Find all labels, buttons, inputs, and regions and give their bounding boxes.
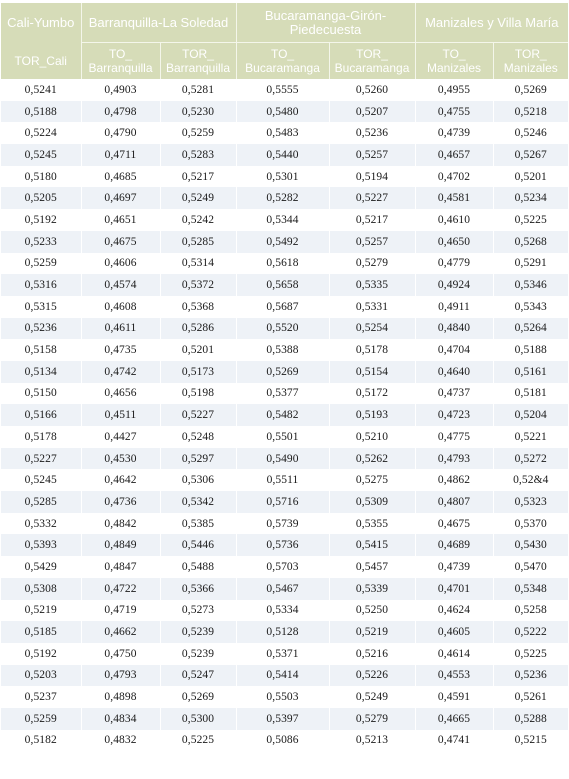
table-cell: 0,5309 xyxy=(329,491,415,513)
table-cell: 0,5086 xyxy=(236,730,329,752)
table-row xyxy=(1,491,568,513)
table-cell: 0,5511 xyxy=(236,469,329,491)
table-cell: 0,5368 xyxy=(160,296,236,318)
table-cell: 0,4697 xyxy=(81,187,160,209)
table-cell: 0,5254 xyxy=(329,318,415,340)
table-cell: 0,5242 xyxy=(160,209,236,231)
table-cell: 0,5429 xyxy=(1,556,81,578)
table-row xyxy=(1,556,568,578)
group-header-bucaramanga: Bucaramanga-Girón-Piedecuesta xyxy=(236,3,415,43)
table-row xyxy=(1,253,568,275)
table-cell: 0,5239 xyxy=(160,621,236,643)
table-cell: 0,4702 xyxy=(415,166,493,188)
table-cell: 0,5393 xyxy=(1,534,81,556)
table-row xyxy=(1,643,568,665)
table-cell: 0,4605 xyxy=(415,621,493,643)
table-cell: 0,5316 xyxy=(1,274,81,296)
table-cell: 0,4553 xyxy=(415,665,493,687)
table-cell: 0,4606 xyxy=(81,253,160,275)
table-cell: 0,5482 xyxy=(236,404,329,426)
table-cell: 0,5446 xyxy=(160,534,236,556)
table-cell: 0,4614 xyxy=(415,643,493,665)
table-header xyxy=(1,3,568,79)
table-cell: 0,5236 xyxy=(329,122,415,144)
table-cell: 0,4798 xyxy=(81,101,160,123)
table-cell: 0,5257 xyxy=(329,231,415,253)
table-cell: 0,5257 xyxy=(329,144,415,166)
table-cell: 0,5300 xyxy=(160,708,236,730)
column-header-tor-barranquilla: TOR_ Barranquilla xyxy=(160,43,236,80)
table-cell: 0,4779 xyxy=(415,253,493,275)
table-cell: 0,5217 xyxy=(329,209,415,231)
table-cell: 0,4608 xyxy=(81,296,160,318)
data-table-container xyxy=(1,3,568,751)
table-cell: 0,5248 xyxy=(160,426,236,448)
column-header-tor-bucaramanga: TOR_ Bucaramanga xyxy=(329,43,415,80)
table-cell: 0,5480 xyxy=(236,101,329,123)
table-cell: 0,5225 xyxy=(493,209,568,231)
table-cell: 0,4736 xyxy=(81,491,160,513)
table-cell: 0,5470 xyxy=(493,556,568,578)
table-cell: 0,4640 xyxy=(415,361,493,383)
table-cell: 0,5249 xyxy=(329,686,415,708)
table-cell: 0,5267 xyxy=(493,144,568,166)
table-cell: 0,5154 xyxy=(329,361,415,383)
table-cell: 0,5226 xyxy=(329,665,415,687)
table-cell: 0,4665 xyxy=(415,708,493,730)
table-cell: 0,5250 xyxy=(329,600,415,622)
table-cell: 0,5344 xyxy=(236,209,329,231)
table-cell: 0,4657 xyxy=(415,144,493,166)
table-cell: 0,5348 xyxy=(493,578,568,600)
table-cell: 0,4711 xyxy=(81,144,160,166)
table-cell: 0,4793 xyxy=(415,448,493,470)
table-cell: 0,5342 xyxy=(160,491,236,513)
table-row xyxy=(1,318,568,340)
table-cell: 0,5204 xyxy=(493,404,568,426)
table-cell: 0,4755 xyxy=(415,101,493,123)
table-body xyxy=(1,79,568,751)
table-cell: 0,4662 xyxy=(81,621,160,643)
table-cell: 0,5291 xyxy=(493,253,568,275)
table-cell: 0,5343 xyxy=(493,296,568,318)
group-header-row xyxy=(1,3,568,43)
table-cell: 0,4903 xyxy=(81,79,160,101)
table-row xyxy=(1,296,568,318)
table-cell: 0,5555 xyxy=(236,79,329,101)
table-cell: 0,4511 xyxy=(81,404,160,426)
table-cell: 0,5467 xyxy=(236,578,329,600)
table-cell: 0,5520 xyxy=(236,318,329,340)
table-cell: 0,5236 xyxy=(493,665,568,687)
table-cell: 0,4611 xyxy=(81,318,160,340)
table-row xyxy=(1,339,568,361)
table-cell: 0,5332 xyxy=(1,513,81,535)
table-row xyxy=(1,361,568,383)
table-cell: 0,5172 xyxy=(329,383,415,405)
table-cell: 0,5490 xyxy=(236,448,329,470)
table-cell: 0,5397 xyxy=(236,708,329,730)
table-row xyxy=(1,513,568,535)
table-row xyxy=(1,686,568,708)
table-cell: 0,5239 xyxy=(160,643,236,665)
table-cell: 0,5241 xyxy=(1,79,81,101)
table-cell: 0,5377 xyxy=(236,383,329,405)
table-cell: 0,5158 xyxy=(1,339,81,361)
column-header-tor-cali: TOR_Cali xyxy=(1,43,81,80)
table-row xyxy=(1,231,568,253)
column-header-row xyxy=(1,43,568,80)
table-cell: 0,5249 xyxy=(160,187,236,209)
table-cell: 0,5224 xyxy=(1,122,81,144)
table-cell: 0,5297 xyxy=(160,448,236,470)
table-cell: 0,5245 xyxy=(1,144,81,166)
table-cell: 0,5178 xyxy=(329,339,415,361)
table-cell: 0,4807 xyxy=(415,491,493,513)
table-cell: 0,5207 xyxy=(329,101,415,123)
table-cell: 0,5385 xyxy=(160,513,236,535)
table-cell: 0,5281 xyxy=(160,79,236,101)
table-row xyxy=(1,122,568,144)
table-row xyxy=(1,469,568,491)
table-cell: 0,5188 xyxy=(1,101,81,123)
table-cell: 0,4793 xyxy=(81,665,160,687)
table-row xyxy=(1,187,568,209)
table-cell: 0,5282 xyxy=(236,187,329,209)
table-cell: 0,5215 xyxy=(493,730,568,752)
table-cell: 0,4849 xyxy=(81,534,160,556)
table-cell: 0,5173 xyxy=(160,361,236,383)
table-cell: 0,5264 xyxy=(493,318,568,340)
table-cell: 0,5217 xyxy=(160,166,236,188)
table-cell: 0,4898 xyxy=(81,686,160,708)
table-cell: 0,4723 xyxy=(415,404,493,426)
table-cell: 0,5213 xyxy=(329,730,415,752)
table-cell: 0,5166 xyxy=(1,404,81,426)
table-cell: 0,5203 xyxy=(1,665,81,687)
table-cell: 0,4911 xyxy=(415,296,493,318)
table-cell: 0,4834 xyxy=(81,708,160,730)
table-cell: 0,5308 xyxy=(1,578,81,600)
table-cell: 0,5301 xyxy=(236,166,329,188)
index-table xyxy=(1,3,568,751)
table-cell: 0,5259 xyxy=(1,708,81,730)
table-cell: 0,5272 xyxy=(493,448,568,470)
table-row xyxy=(1,274,568,296)
table-cell: 0,5192 xyxy=(1,209,81,231)
table-cell: 0,5237 xyxy=(1,686,81,708)
table-cell: 0,4624 xyxy=(415,600,493,622)
table-cell: 0,5150 xyxy=(1,383,81,405)
table-cell: 0,5288 xyxy=(493,708,568,730)
table-row xyxy=(1,209,568,231)
table-cell: 0,5178 xyxy=(1,426,81,448)
group-header-cali-yumbo: Cali-Yumbo xyxy=(1,3,81,43)
table-cell: 0,5269 xyxy=(160,686,236,708)
table-cell: 0,4610 xyxy=(415,209,493,231)
table-cell: 0,4591 xyxy=(415,686,493,708)
table-cell: 0,5258 xyxy=(493,600,568,622)
table-cell: 0,4924 xyxy=(415,274,493,296)
group-header-barranquilla: Barranquilla-La Soledad xyxy=(81,3,236,43)
table-cell: 0,5230 xyxy=(160,101,236,123)
table-cell: 0,5181 xyxy=(493,383,568,405)
table-cell: 0,4651 xyxy=(81,209,160,231)
table-cell: 0,5335 xyxy=(329,274,415,296)
table-cell: 0,5260 xyxy=(329,79,415,101)
table-cell: 0,5180 xyxy=(1,166,81,188)
table-cell: 0,4685 xyxy=(81,166,160,188)
table-cell: 0,5201 xyxy=(493,166,568,188)
table-cell: 0,5736 xyxy=(236,534,329,556)
table-row xyxy=(1,448,568,470)
column-header-to-barranquilla: TO_ Barranquilla xyxy=(81,43,160,80)
table-cell: 0,5261 xyxy=(493,686,568,708)
table-cell: 0,5372 xyxy=(160,274,236,296)
table-cell: 0,5339 xyxy=(329,578,415,600)
table-cell: 0,5415 xyxy=(329,534,415,556)
table-row xyxy=(1,600,568,622)
table-cell: 0,5245 xyxy=(1,469,81,491)
table-cell: 0,5315 xyxy=(1,296,81,318)
table-cell: 0,5371 xyxy=(236,643,329,665)
table-row xyxy=(1,730,568,752)
table-row xyxy=(1,708,568,730)
table-cell: 0,4842 xyxy=(81,513,160,535)
table-cell: 0,4427 xyxy=(81,426,160,448)
table-cell: 0,5216 xyxy=(329,643,415,665)
table-cell: 0,5259 xyxy=(160,122,236,144)
table-cell: 0,4832 xyxy=(81,730,160,752)
table-cell: 0,5366 xyxy=(160,578,236,600)
table-cell: 0,4689 xyxy=(415,534,493,556)
table-cell: 0,4574 xyxy=(81,274,160,296)
table-cell: 0,4955 xyxy=(415,79,493,101)
table-cell: 0,5227 xyxy=(329,187,415,209)
table-cell: 0,5198 xyxy=(160,383,236,405)
table-cell: 0,4675 xyxy=(81,231,160,253)
table-cell: 0,5355 xyxy=(329,513,415,535)
table-cell: 0,5194 xyxy=(329,166,415,188)
table-cell: 0,5286 xyxy=(160,318,236,340)
table-cell: 0,52&4 xyxy=(493,469,568,491)
table-cell: 0,4737 xyxy=(415,383,493,405)
table-cell: 0,5716 xyxy=(236,491,329,513)
table-cell: 0,4581 xyxy=(415,187,493,209)
table-cell: 0,4739 xyxy=(415,122,493,144)
table-cell: 0,5440 xyxy=(236,144,329,166)
table-cell: 0,5236 xyxy=(1,318,81,340)
table-cell: 0,4701 xyxy=(415,578,493,600)
table-cell: 0,4675 xyxy=(415,513,493,535)
table-cell: 0,4847 xyxy=(81,556,160,578)
table-cell: 0,4790 xyxy=(81,122,160,144)
table-cell: 0,5182 xyxy=(1,730,81,752)
table-cell: 0,5218 xyxy=(493,101,568,123)
table-cell: 0,5331 xyxy=(329,296,415,318)
table-cell: 0,5285 xyxy=(1,491,81,513)
table-cell: 0,5219 xyxy=(1,600,81,622)
table-row xyxy=(1,101,568,123)
table-cell: 0,5268 xyxy=(493,231,568,253)
table-cell: 0,4656 xyxy=(81,383,160,405)
table-cell: 0,5739 xyxy=(236,513,329,535)
table-cell: 0,5269 xyxy=(493,79,568,101)
table-row xyxy=(1,144,568,166)
table-cell: 0,4775 xyxy=(415,426,493,448)
table-cell: 0,5128 xyxy=(236,621,329,643)
table-row xyxy=(1,578,568,600)
table-cell: 0,5658 xyxy=(236,274,329,296)
table-cell: 0,4862 xyxy=(415,469,493,491)
table-cell: 0,4722 xyxy=(81,578,160,600)
table-cell: 0,5388 xyxy=(236,339,329,361)
table-cell: 0,5246 xyxy=(493,122,568,144)
table-cell: 0,4530 xyxy=(81,448,160,470)
table-cell: 0,5279 xyxy=(329,253,415,275)
table-cell: 0,5273 xyxy=(160,600,236,622)
column-header-to-bucaramanga: TO_ Bucaramanga xyxy=(236,43,329,80)
table-cell: 0,4739 xyxy=(415,556,493,578)
table-row xyxy=(1,665,568,687)
table-row xyxy=(1,404,568,426)
table-cell: 0,5221 xyxy=(493,426,568,448)
table-cell: 0,5227 xyxy=(1,448,81,470)
table-cell: 0,5618 xyxy=(236,253,329,275)
table-cell: 0,5225 xyxy=(160,730,236,752)
table-cell: 0,4735 xyxy=(81,339,160,361)
table-cell: 0,5314 xyxy=(160,253,236,275)
table-cell: 0,5262 xyxy=(329,448,415,470)
table-cell: 0,4650 xyxy=(415,231,493,253)
table-cell: 0,5283 xyxy=(160,144,236,166)
table-cell: 0,4642 xyxy=(81,469,160,491)
column-header-tor-manizales: TOR_ Manizales xyxy=(493,43,568,80)
table-cell: 0,5306 xyxy=(160,469,236,491)
table-cell: 0,5285 xyxy=(160,231,236,253)
group-header-manizales: Manizales y Villa María xyxy=(415,3,568,43)
table-cell: 0,4741 xyxy=(415,730,493,752)
table-cell: 0,5269 xyxy=(236,361,329,383)
table-cell: 0,5703 xyxy=(236,556,329,578)
table-cell: 0,5161 xyxy=(493,361,568,383)
table-cell: 0,5192 xyxy=(1,643,81,665)
table-cell: 0,5323 xyxy=(493,491,568,513)
table-cell: 0,5205 xyxy=(1,187,81,209)
table-cell: 0,5233 xyxy=(1,231,81,253)
table-row xyxy=(1,621,568,643)
table-cell: 0,5279 xyxy=(329,708,415,730)
table-cell: 0,5219 xyxy=(329,621,415,643)
table-cell: 0,4704 xyxy=(415,339,493,361)
table-cell: 0,5210 xyxy=(329,426,415,448)
table-cell: 0,4719 xyxy=(81,600,160,622)
table-cell: 0,5503 xyxy=(236,686,329,708)
table-cell: 0,5457 xyxy=(329,556,415,578)
table-cell: 0,5188 xyxy=(493,339,568,361)
table-cell: 0,5227 xyxy=(160,404,236,426)
table-cell: 0,5370 xyxy=(493,513,568,535)
table-cell: 0,5259 xyxy=(1,253,81,275)
table-cell: 0,5225 xyxy=(493,643,568,665)
table-cell: 0,5185 xyxy=(1,621,81,643)
table-cell: 0,4840 xyxy=(415,318,493,340)
table-cell: 0,5234 xyxy=(493,187,568,209)
column-header-to-manizales: TO_ Manizales xyxy=(415,43,493,80)
table-cell: 0,5501 xyxy=(236,426,329,448)
table-cell: 0,5483 xyxy=(236,122,329,144)
table-cell: 0,5687 xyxy=(236,296,329,318)
table-cell: 0,4742 xyxy=(81,361,160,383)
table-row xyxy=(1,166,568,188)
table-cell: 0,5275 xyxy=(329,469,415,491)
table-cell: 0,5430 xyxy=(493,534,568,556)
table-cell: 0,5346 xyxy=(493,274,568,296)
table-row xyxy=(1,79,568,101)
table-row xyxy=(1,383,568,405)
table-cell: 0,5222 xyxy=(493,621,568,643)
table-row xyxy=(1,426,568,448)
table-cell: 0,4750 xyxy=(81,643,160,665)
table-row xyxy=(1,534,568,556)
table-cell: 0,5334 xyxy=(236,600,329,622)
table-cell: 0,5201 xyxy=(160,339,236,361)
table-cell: 0,5247 xyxy=(160,665,236,687)
table-cell: 0,5492 xyxy=(236,231,329,253)
table-cell: 0,5414 xyxy=(236,665,329,687)
table-cell: 0,5488 xyxy=(160,556,236,578)
table-cell: 0,5193 xyxy=(329,404,415,426)
table-cell: 0,5134 xyxy=(1,361,81,383)
